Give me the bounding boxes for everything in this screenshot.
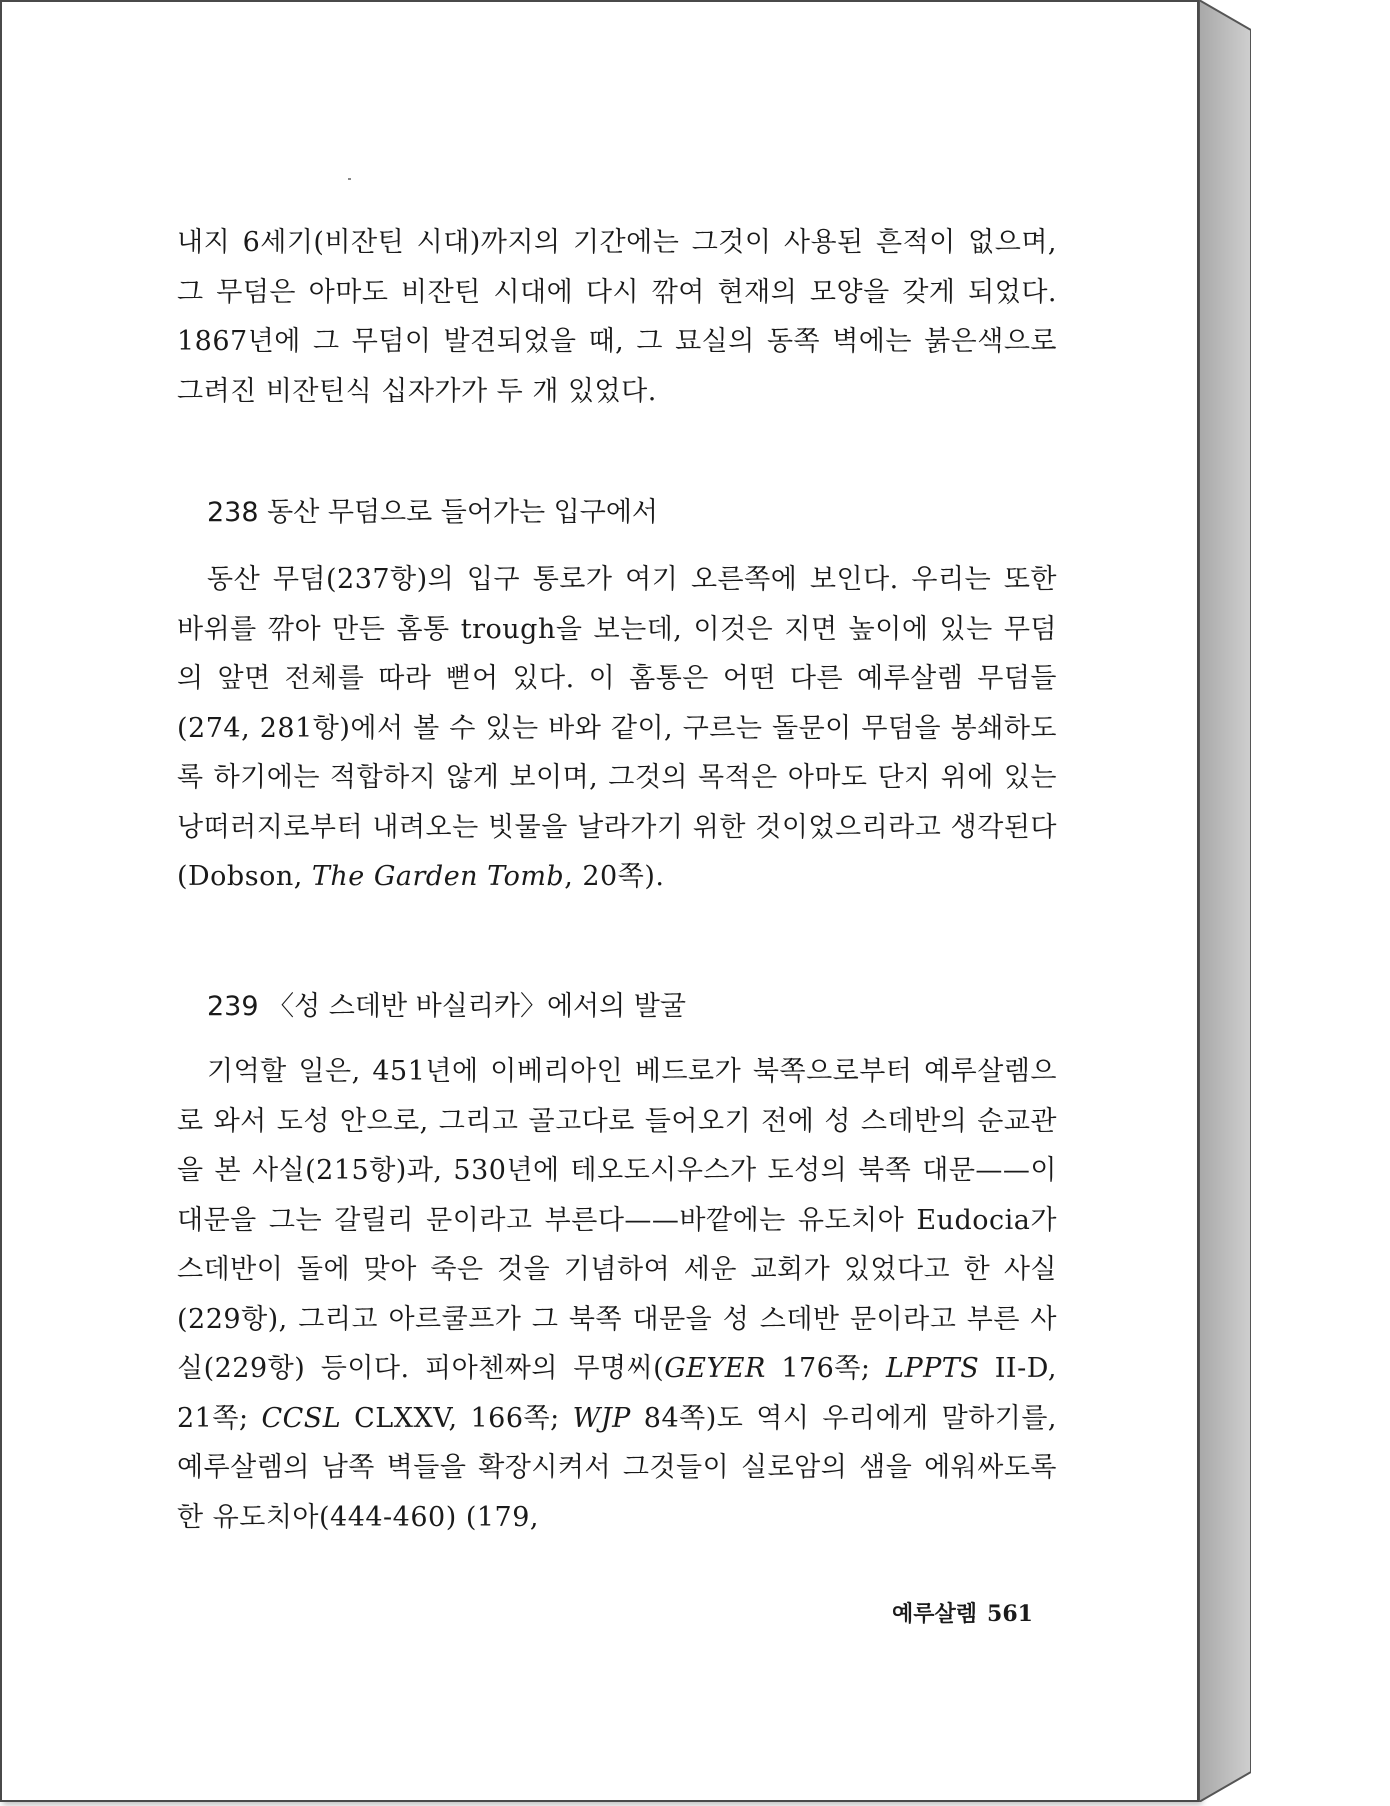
section-239-text-end: 84쪽)도 역시 우리에게 말하기를, 예루살렘의 남쪽 벽들을 확장시켜서 그것들이 실로암의 샘을 에워싸도록 한 유도치아(444-460) (179,: [177, 1402, 1057, 1533]
running-title: 예루살렘: [892, 1602, 978, 1627]
page-number: 561: [987, 1601, 1033, 1627]
section-238-heading: 238 동산 무덤으로 들어가는 입구에서: [207, 497, 659, 528]
section-239-paragraph: [177, 1047, 1057, 1542]
section-238-paragraph: [177, 555, 1057, 902]
book-spine-edge: [1199, 0, 1251, 1802]
section-239-text-start: 기억할 일은, 451년에 이베리아인 베드로가 북쪽으로부터 예루살렘으로 와서 도성 안으로, 그리고 골고다로 들어오기 전에 성 스데반의 순교관을 본 사실(215항)과, 530년에 테오도시우스가 도성의 북쪽 대문——이 대문을 그는 갈릴리 문이라고 부른다——바깥에는 유도치아 Eudocia가 스데반이 돌에 맞아 죽은 것을 기념하여 세운 교회가 있었다고 한 사실(229항), 그리고 아르쿨프가 그 북쪽 대문을 성 스데반 문이라고 부른 사실(229항) 등이다. 피아첸짜의 무명씨(: [177, 1056, 1057, 1384]
section-239-heading: 239 〈성 스데반 바실리카〉에서의 발굴: [207, 991, 686, 1022]
reference-geyer-page: 176쪽;: [765, 1353, 887, 1384]
section-238-text-end: , 20쪽).: [564, 861, 665, 892]
reference-ccsl: CCSL: [261, 1402, 342, 1434]
reference-geyer: GEYER: [664, 1353, 766, 1384]
spine-shape: [1199, 0, 1251, 1802]
reference-lppts: LPPTS: [886, 1353, 980, 1384]
reference-wjp: WJP: [572, 1402, 631, 1434]
page-footer: [892, 1597, 1033, 1628]
book-title-italic: The Garden Tomb: [311, 861, 565, 892]
section-continued-paragraph: 내지 6세기(비잔틴 시대)까지의 기간에는 그것이 사용된 흔적이 없으며, 그 무덤은 아마도 비잔틴 시대에 다시 깎여 현재의 모양을 갖게 되었다. 1867년에 그 무덤이 발견되었을 때, 그 묘실의 동쪽 벽에는 붉은색으로 그려진 비잔틴식 십자가가 두 개 있었다.: [177, 227, 1057, 407]
section-238-text-start: 동산 무덤(237항)의 입구 통로가 여기 오른쪽에 보인다. 우리는 또한 바위를 깎아 만든 홈통 trough을 보는데, 이것은 지면 높이에 있는 무덤의 앞면 전체를 따라 뻗어 있다. 이 홈통은 어떤 다른 예루살렘 무덤들(274, 281항)에서 볼 수 있는 바와 같이, 구르는 돌문이 무덤을 봉쇄하도록 하기에는 적합하지 않게 보이며, 그것의 목적은 아마도 단지 위에 있는 낭떠러지로부터 내려오는 빗물을 날라가기 위한 것이었으리라고 생각된다(Dobson,: [177, 564, 1057, 892]
reference-lppts-page: II-D, 21쪽;: [177, 1353, 1057, 1434]
page-speck: [348, 178, 351, 180]
reference-ccsl-page: CLXXV, 166쪽;: [341, 1402, 573, 1434]
